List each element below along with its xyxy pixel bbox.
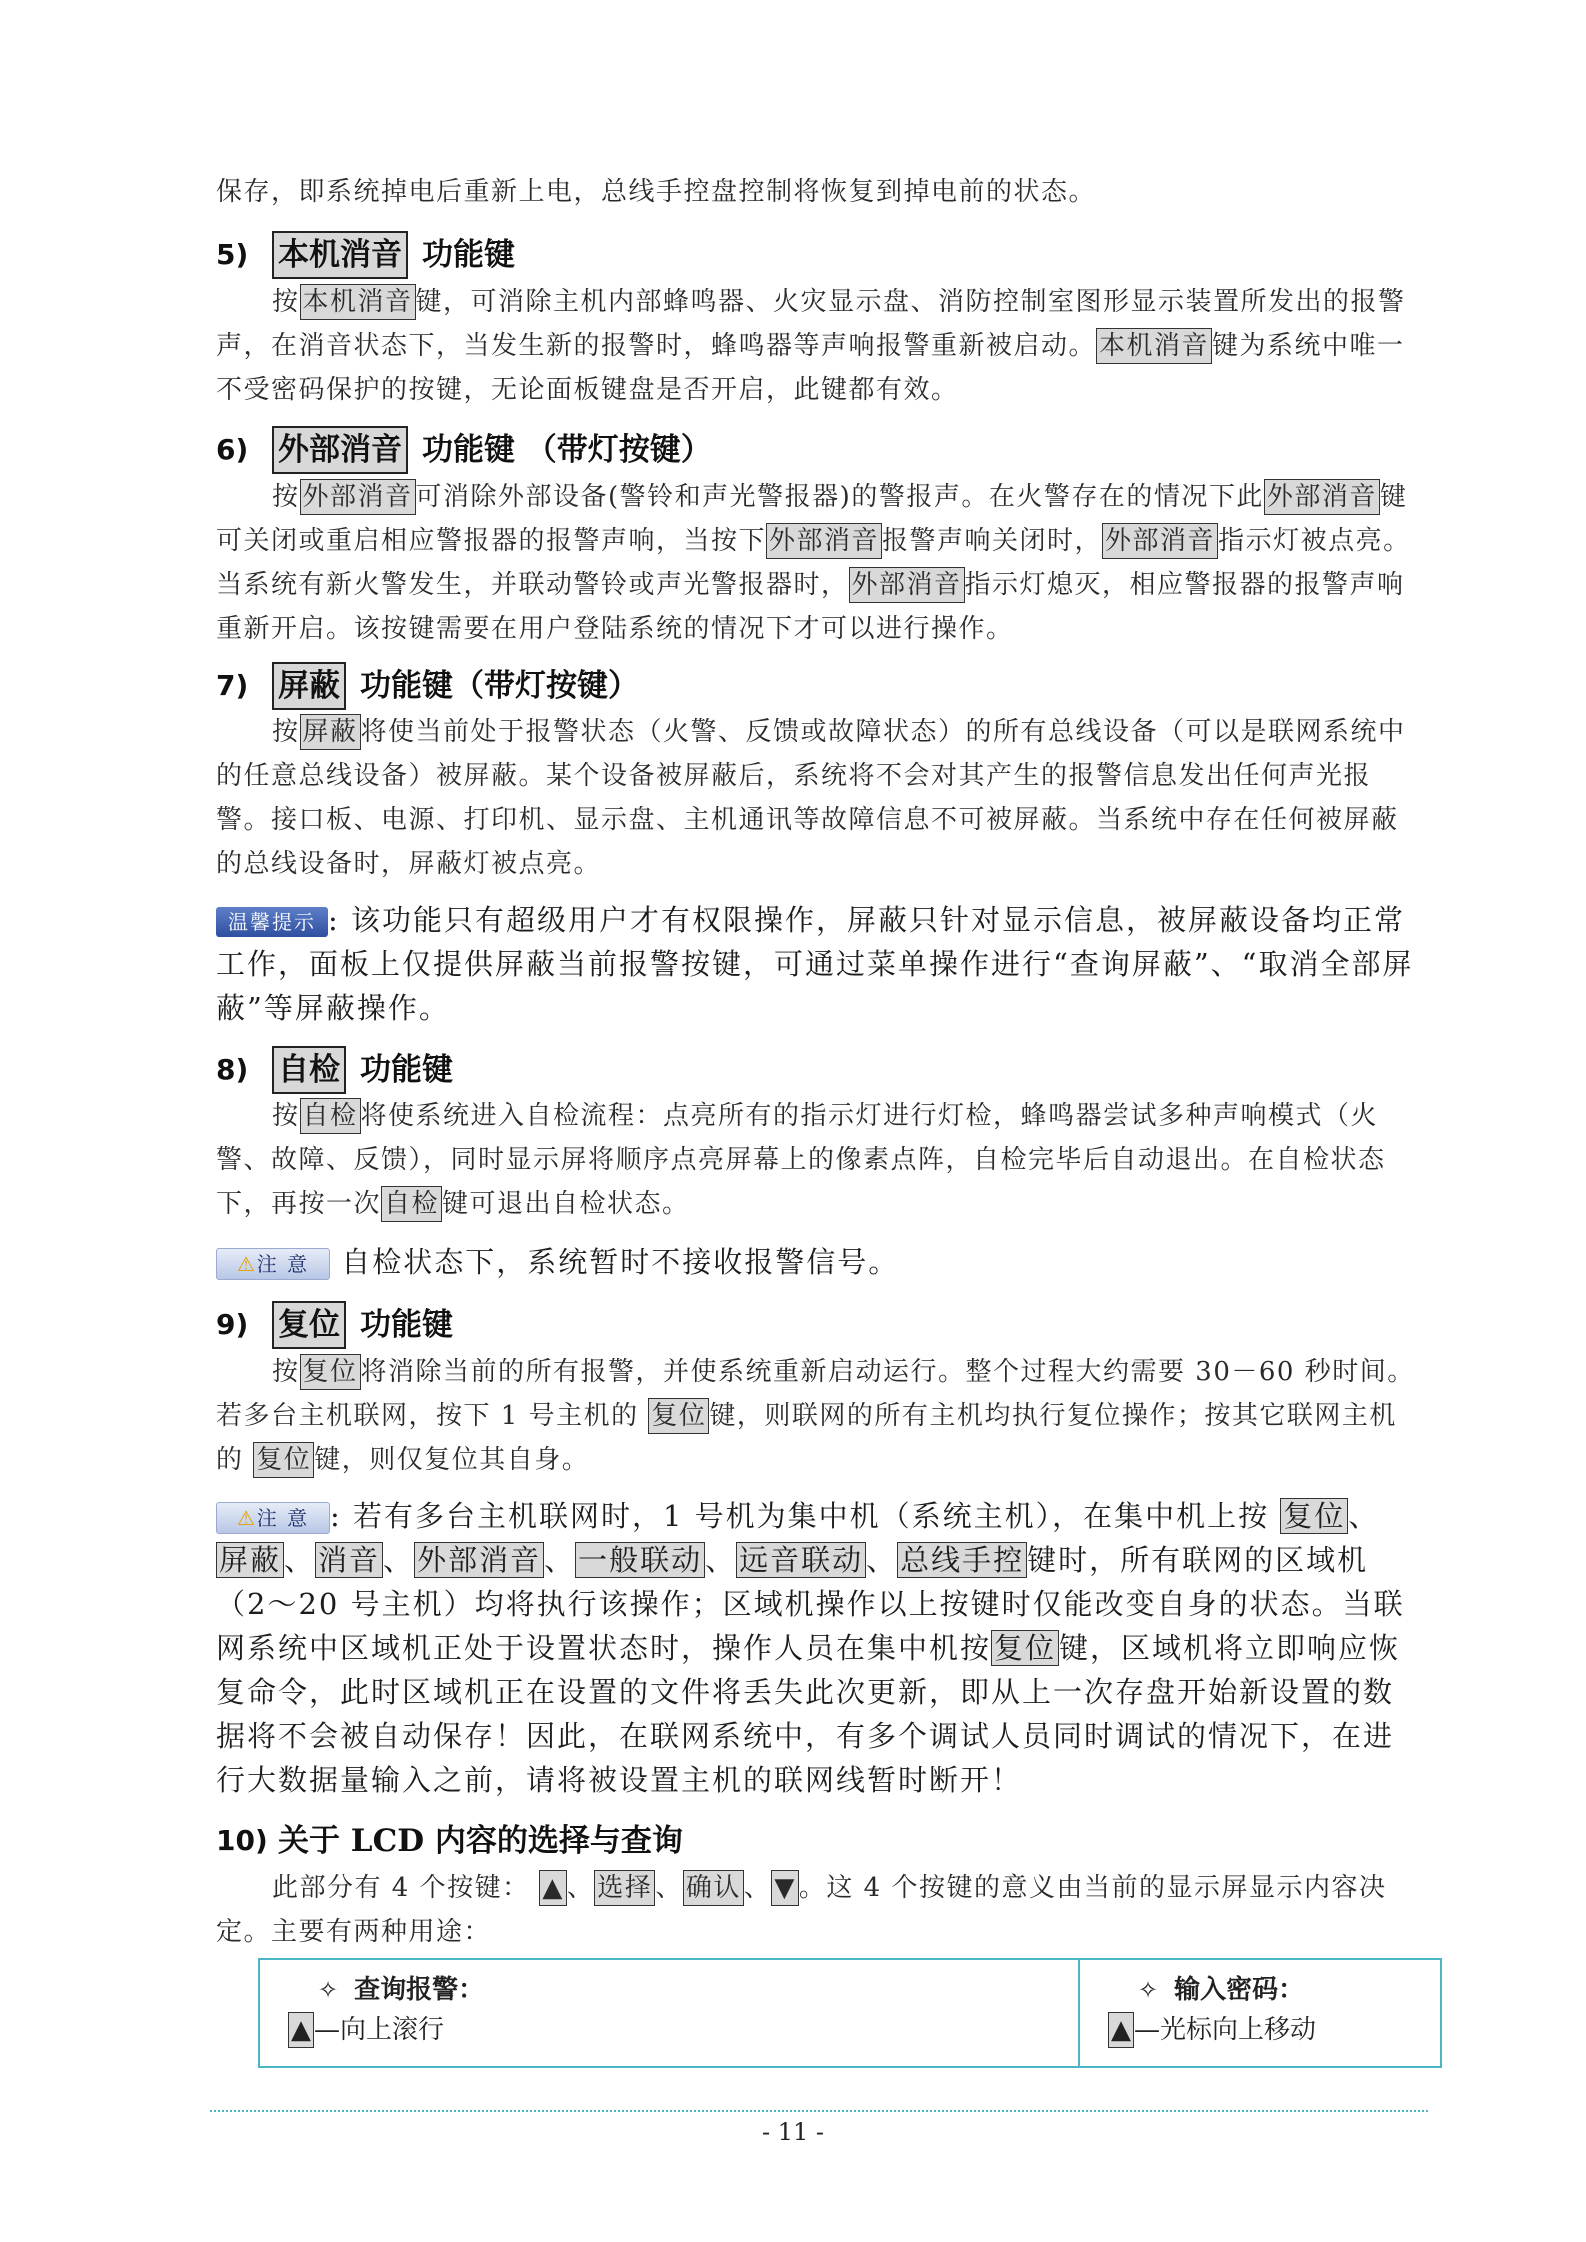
inline-key-up: ▲: [539, 1870, 567, 1906]
text-run: 按: [272, 1357, 300, 1387]
tip-badge-icon: 温馨提示: [216, 907, 328, 937]
inline-key: 总线手控: [897, 1542, 1027, 1578]
intro-paragraph: [216, 170, 1416, 214]
section-title: 功能键（带灯按键）: [360, 668, 639, 704]
inline-key: 外部消音: [414, 1542, 544, 1578]
cell-desc: —向上滚行: [314, 2015, 445, 2045]
diamond-bullet-icon: ✧: [1138, 1976, 1159, 2004]
inline-key: 远音联动: [736, 1542, 866, 1578]
inline-key: 外部消音: [1264, 479, 1380, 515]
warning-badge-label: 注 意: [256, 1506, 310, 1530]
section-number: 5): [216, 238, 249, 271]
text-run: 、: [566, 1873, 595, 1903]
warning-badge-label: 注 意: [256, 1252, 310, 1276]
key-label-self-check: 自检: [272, 1046, 346, 1094]
page-number: - 11 -: [761, 2118, 824, 2146]
text-run: 键，区域机将立即响应恢复命令，此时区域机正在设置的文件将丢失此次更新，即从上一次存盘开始新设置的数据将不会被自动保存！因此，在联网系统中，有多个调试人员同时调试的情况下，在进行大数据量输入之前，请将被设置主机的联网线暂时断开！: [216, 1631, 1401, 1797]
inline-key-select: 选择: [594, 1870, 655, 1906]
text-run: 指示灯被点亮。当系统有新火警发生，并联动警铃或声光警报器时，: [216, 526, 1411, 600]
text-run: 此部分有 4 个按键：: [272, 1873, 540, 1903]
inline-key: 本机消音: [1096, 328, 1212, 364]
cell-desc: —光标向上移动: [1134, 2015, 1317, 2045]
inline-key: 复位: [648, 1398, 709, 1434]
cell-title: 输入密码：: [1174, 1975, 1305, 2005]
text-run: 键为系统中唯一不受密码保护的按键，无论面板键盘是否开启，此键都有效。: [216, 331, 1405, 405]
inline-key: 复位: [253, 1442, 314, 1478]
text-run: 报警声响关闭时，: [882, 526, 1103, 556]
section-7-heading: [216, 662, 1416, 710]
text-run: 键，则仅复位其自身。: [314, 1445, 590, 1475]
section-9-heading: [216, 1301, 1416, 1349]
note-text: 自检状态下，系统暂时不接收报警信号。: [341, 1245, 900, 1279]
inline-key: 一般联动: [575, 1542, 705, 1578]
section-8-paragraph: [216, 1094, 1416, 1226]
text-run: 、: [743, 1873, 772, 1903]
text-run: 、: [383, 1543, 415, 1577]
section-title: 功能键: [360, 1052, 453, 1088]
text-run: 将使当前处于报警状态（火警、反馈或故障状态）的所有总线设备（可以是联网系统中的任意总线设备）被屏蔽。某个设备被屏蔽后，系统将不会对其产生的报警信息发出任何声光报警。接口板、电源、打印机、显示盘、主机通讯等故障信息不可被屏蔽。当系统中存在任何被屏蔽的总线设备时，屏蔽灯被点亮。: [216, 717, 1406, 879]
section-number: 6): [216, 433, 249, 466]
text-run: 键，可消除主机内部蜂鸣器、火灾显示盘、消防控制室图形显示装置所发出的报警声，在消音状态下，当发生新的报警时，蜂鸣器等声响报警重新被启动。: [216, 287, 1406, 361]
tip-box: [216, 898, 1416, 1030]
text-run: 按: [272, 1101, 300, 1131]
usage-table: [258, 1958, 1442, 2068]
section-10-paragraph: [216, 1866, 1416, 1954]
inline-key: 外部消音: [300, 479, 416, 515]
text-run: 键可退出自检状态。: [442, 1189, 690, 1219]
inline-key: 本机消音: [300, 284, 416, 320]
cell-title: 查询报警：: [354, 1975, 485, 2005]
inline-key-up: ▲: [288, 2012, 314, 2048]
diamond-bullet-icon: ✧: [318, 1976, 339, 2004]
key-label-local-mute: 本机消音: [272, 231, 408, 279]
intro-text: 保存，即系统掉电后重新上电，总线手控盘控制将恢复到掉电前的状态。: [216, 177, 1097, 207]
text-run: 、: [544, 1543, 576, 1577]
text-run: 、: [1348, 1499, 1380, 1533]
section-7-paragraph: [216, 710, 1416, 886]
tip-text: : 该功能只有超级用户才有权限操作，屏蔽只针对显示信息，被屏蔽设备均正常工作，面板上仅提供屏蔽当前报警按键，可通过菜单操作进行“查询屏蔽”、“取消全部屏蔽”等屏蔽操作。: [216, 903, 1414, 1025]
key-label-external-mute: 外部消音: [272, 426, 408, 474]
text-run: : 若有多台主机联网时，1 号机为集中机（系统主机），在集中机上按: [330, 1499, 1281, 1533]
text-run: 将使系统进入自检流程：点亮所有的指示灯进行灯检，蜂鸣器尝试多种声响模式（火警、故障、反馈），同时显示屏将顺序点亮屏幕上的像素点阵，自检完毕后自动退出。在自检状态下，再按一次: [216, 1101, 1386, 1219]
key-label-reset: 复位: [272, 1301, 346, 1349]
section-6-paragraph: [216, 475, 1416, 651]
inline-key-down: ▼: [771, 1870, 799, 1906]
warning-triangle-icon: ⚠: [236, 1506, 257, 1530]
section-8-heading: [216, 1046, 1416, 1094]
text-run: 按: [272, 482, 300, 512]
inline-key: 屏蔽: [300, 714, 361, 750]
inline-key: 外部消音: [766, 523, 882, 559]
footer-divider: [210, 2110, 1428, 2112]
inline-key: 复位: [991, 1630, 1059, 1666]
section-title: 关于 LCD 内容的选择与查询: [278, 1823, 683, 1859]
text-run: 键，则联网的所有主机均执行复位操作；按其它联网主机的: [216, 1401, 1397, 1475]
section-title: 功能键: [360, 1307, 453, 1343]
section-title: 功能键: [422, 237, 515, 273]
warning-badge-icon: [216, 1248, 330, 1280]
text-run: 指示灯熄灭，相应警报器的报警声响重新开启。该按键需要在用户登陆系统的情况下才可以进行操作。: [216, 570, 1405, 644]
inline-key: 自检: [300, 1098, 361, 1134]
inline-key: 复位: [1280, 1498, 1348, 1534]
section-number: 8): [216, 1053, 249, 1086]
inline-key: 消音: [315, 1542, 383, 1578]
inline-key: 复位: [300, 1354, 361, 1390]
note-box: [216, 1240, 1416, 1284]
section-title: 功能键 （带灯按键）: [422, 432, 712, 468]
warning-badge-icon: [216, 1502, 330, 1534]
table-cell-input-password: [1080, 1960, 1440, 2066]
warning-triangle-icon: ⚠: [236, 1252, 257, 1276]
text-run: 可消除外部设备(警铃和声光警报器)的警报声。在火警存在的情况下此: [415, 482, 1264, 512]
key-label-shield: 屏蔽: [272, 662, 346, 710]
inline-key-confirm: 确认: [683, 1870, 744, 1906]
text-run: 、: [866, 1543, 898, 1577]
section-number: 10): [216, 1824, 268, 1857]
text-run: 键时，所有联网的区域机（2～20 号主机）均将执行该操作；区域机操作以上按键时仅能改变自身的状态。当联网系统中区域机正处于设置状态时，操作人员在集中机按: [216, 1543, 1405, 1665]
text-run: 将消除当前的所有报警，并使系统重新启动运行。整个过程大约需要 30－60 秒时间。若多台主机联网，按下 1 号主机的: [216, 1357, 1415, 1431]
table-cell-query-alarm: [260, 1960, 1080, 2066]
section-5-heading: [216, 231, 1416, 279]
inline-key: 自检: [381, 1186, 442, 1222]
text-run: 、: [655, 1873, 683, 1903]
inline-key: 外部消音: [1102, 523, 1218, 559]
section-5-paragraph: [216, 280, 1416, 412]
note-box-network: [216, 1494, 1416, 1802]
text-run: 键可关闭或重启相应警报器的报警声响，当按下: [216, 482, 1408, 556]
section-9-paragraph: [216, 1350, 1416, 1482]
inline-key: 屏蔽: [216, 1542, 284, 1578]
text-run: 按: [272, 287, 300, 317]
section-number: 9): [216, 1308, 249, 1341]
section-6-heading: [216, 426, 1416, 474]
section-number: 7): [216, 669, 249, 702]
text-run: 按: [272, 717, 300, 747]
text-run: 、: [705, 1543, 737, 1577]
inline-key: 外部消音: [849, 567, 965, 603]
inline-key-up: ▲: [1108, 2012, 1134, 2048]
text-run: 、: [284, 1543, 316, 1577]
section-10-heading: [216, 1818, 1416, 1864]
text-run: 。这 4 个按键的意义由当前的显示屏显示内容决定。主要有两种用途：: [216, 1873, 1387, 1947]
